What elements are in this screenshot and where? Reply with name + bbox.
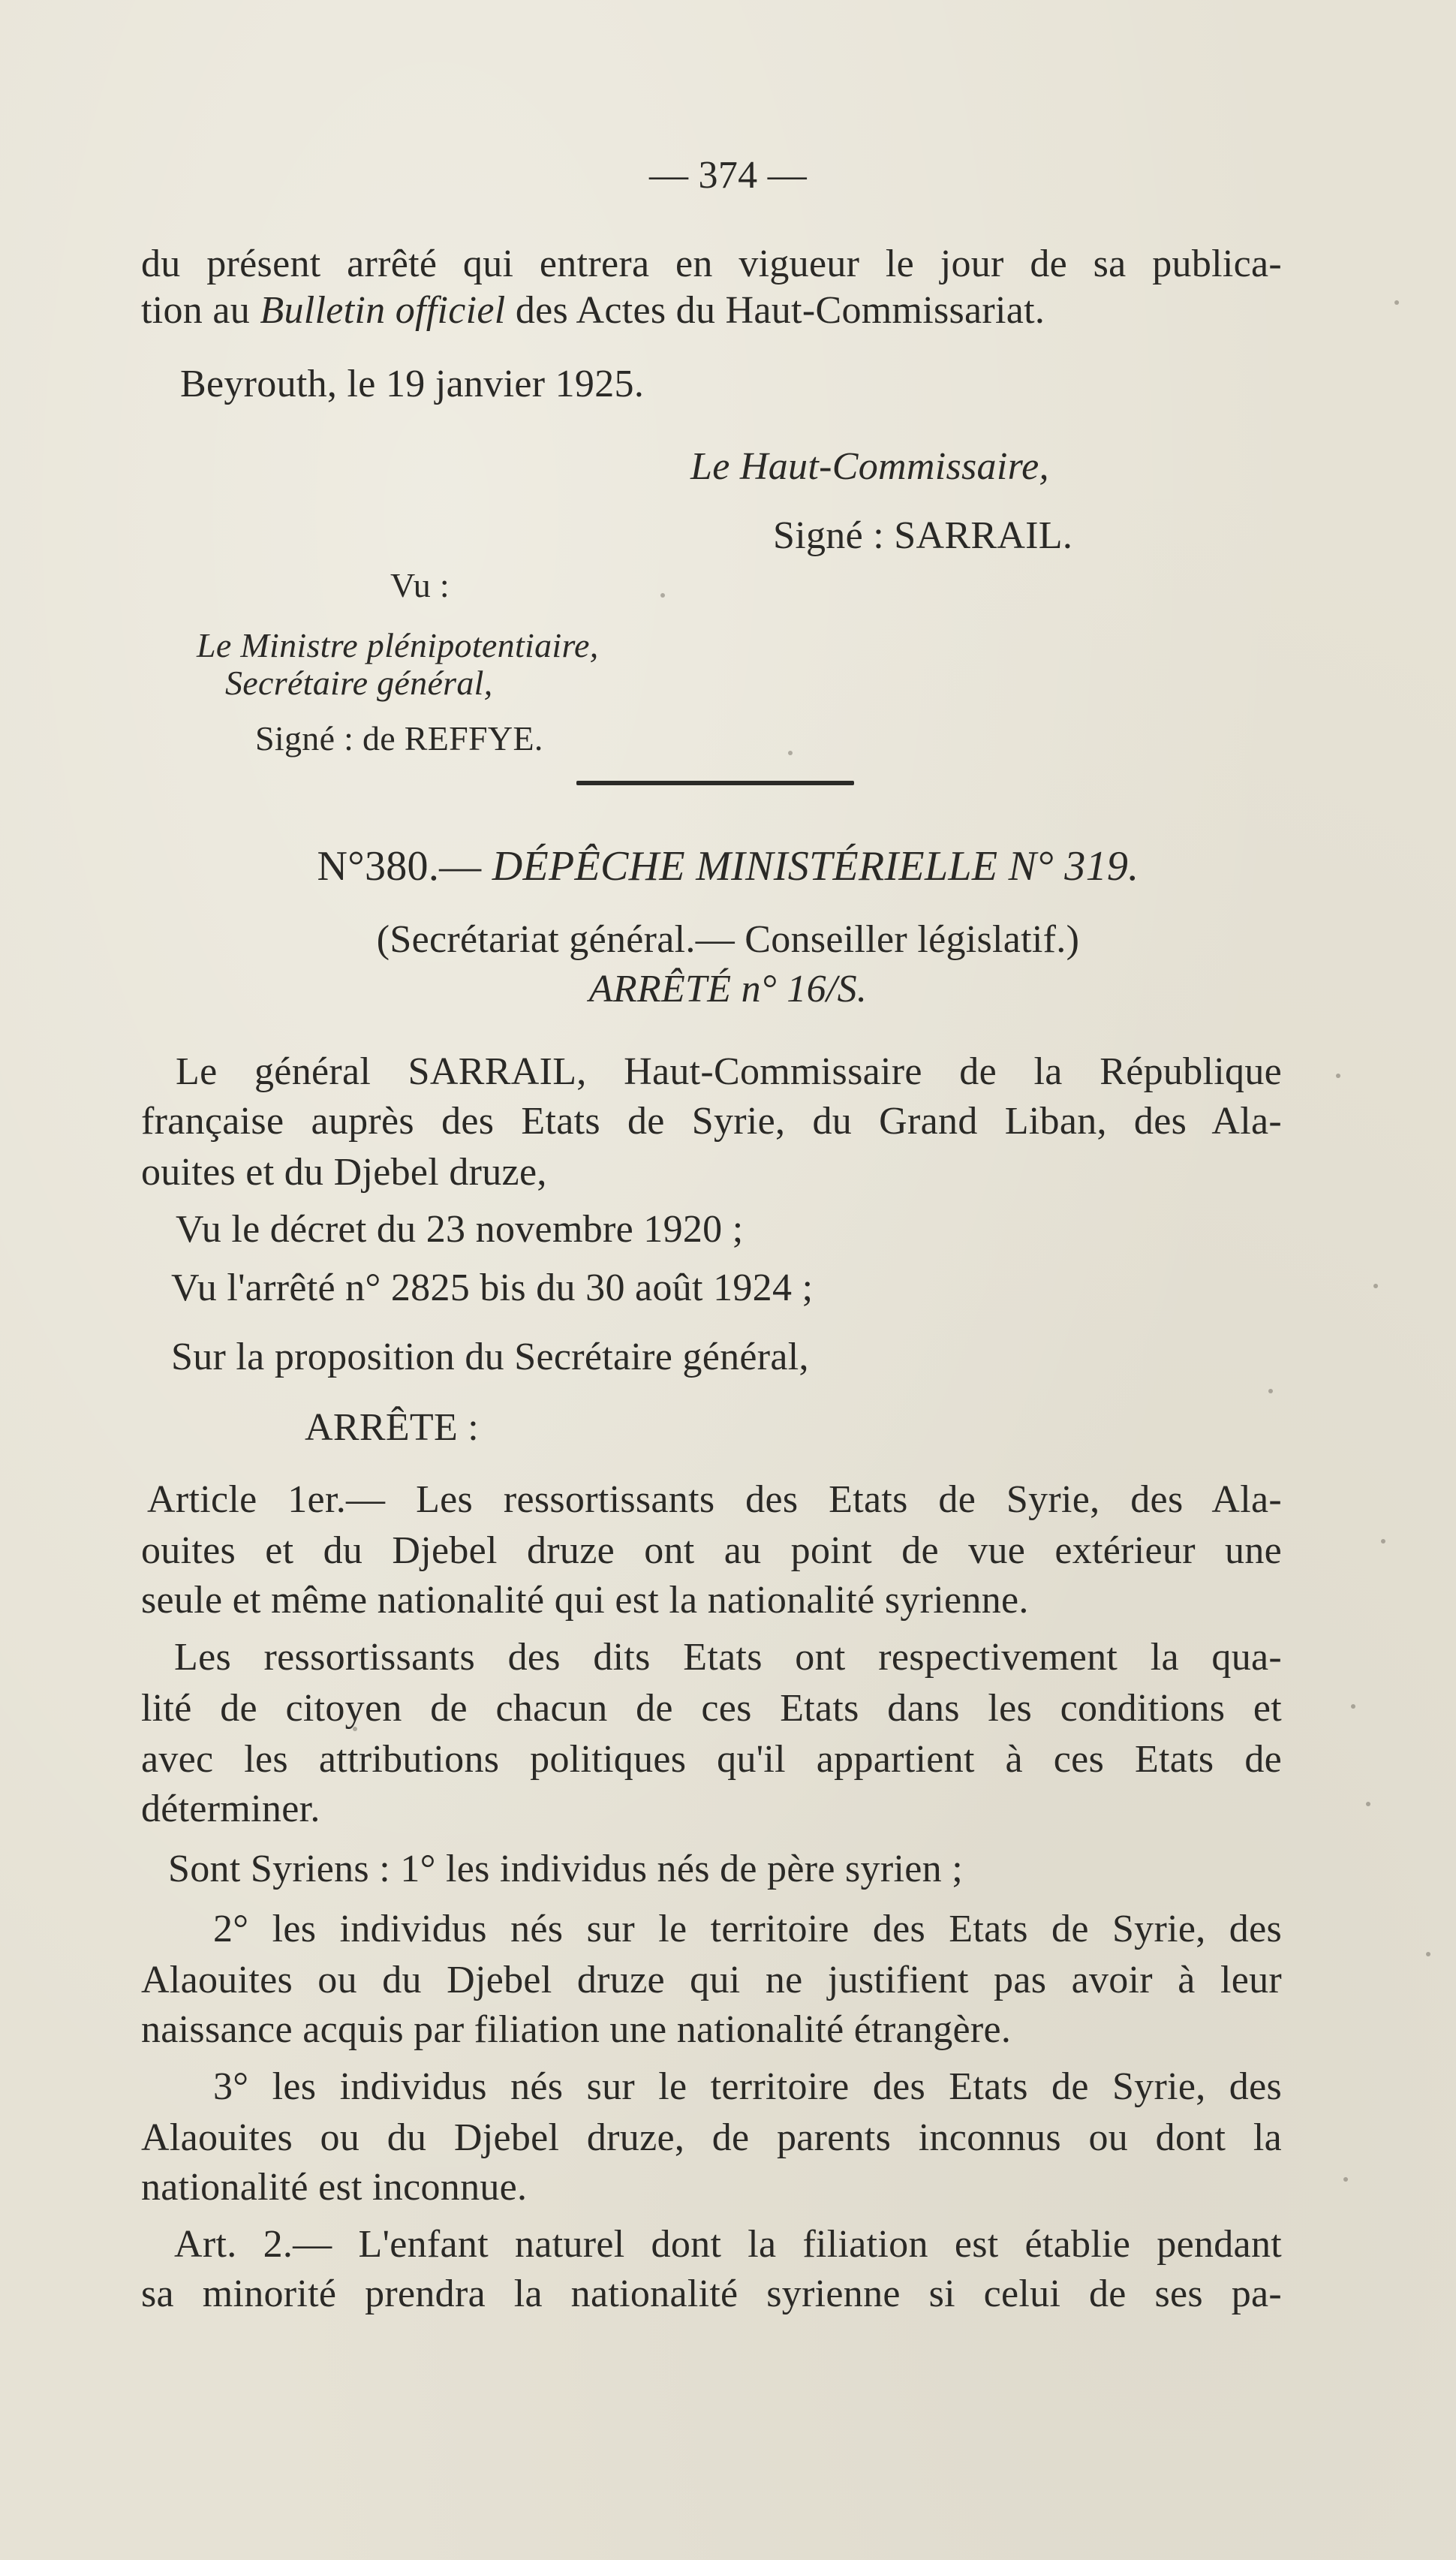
scan-speck: [353, 1727, 357, 1731]
scan-speck: [1394, 300, 1399, 305]
page-number: — 374 —: [648, 154, 808, 197]
section-heading: [0, 842, 1456, 890]
text-line: avec les attributions politiques qu'il appartient à ces Etats de: [141, 1738, 1282, 1781]
text-line: Art. 2.— L'enfant naturel dont la filiation est établie pendant: [174, 2223, 1282, 2266]
text-line: du présent arrêté qui entrera en vigueur le jour de sa publica-: [141, 242, 1282, 285]
text-fragment: des Actes du Haut-Commissariat.: [505, 289, 1045, 332]
text-line: Article 1er.— Les ressortissants des Etats de Syrie, des Ala-: [147, 1478, 1282, 1521]
scan-speck: [1351, 1704, 1355, 1709]
heading-title: DÉPÊCHE MINISTÉRIELLE N° 319.: [492, 843, 1139, 890]
bulletin-title: Bulletin officiel: [260, 289, 506, 332]
text-line: seule et même nationalité qui est la nationalité syrienne.: [141, 1579, 1029, 1622]
text-line: lité de citoyen de chacun de ces Etats dans les conditions et: [141, 1687, 1282, 1730]
minister-signature: Signé : de REFFYE.: [255, 719, 543, 757]
heading-number: N°380.—: [317, 843, 492, 890]
arrete-label: ARRÊTE :: [305, 1406, 480, 1449]
text-line: sa minorité prendra la nationalité syrienne si celui de ses pa-: [141, 2272, 1282, 2315]
scan-speck: [1343, 2177, 1348, 2182]
text-line: 3° les individus nés sur le territoire des Etats de Syrie, des: [213, 2065, 1282, 2108]
text-line: Vu le décret du 23 novembre 1920 ;: [176, 1208, 744, 1251]
date-line: Beyrouth, le 19 janvier 1925.: [180, 363, 645, 405]
text-line: déterminer.: [141, 1787, 320, 1830]
separator-rule: [576, 781, 854, 785]
text-line: [141, 287, 1045, 335]
text-line: Sur la proposition du Secrétaire général,: [171, 1336, 809, 1378]
text-line: ouites et du Djebel druze ont au point de vue extérieur une: [141, 1529, 1282, 1572]
scan-speck: [788, 751, 793, 755]
arrete-number: ARRÊTÉ n° 16/S.: [588, 968, 868, 1010]
scan-speck: [1426, 1952, 1430, 1956]
section-subheading: (Secrétariat général.— Conseiller législatif.): [376, 918, 1080, 961]
scan-speck: [1268, 1389, 1273, 1393]
scan-speck: [1336, 1074, 1340, 1078]
text-line: française auprès des Etats de Syrie, du Grand Liban, des Ala-: [141, 1100, 1282, 1143]
minister-role: Secrétaire général,: [225, 664, 493, 702]
text-line: ouites et du Djebel druze,: [141, 1151, 547, 1194]
text-fragment: tion au: [141, 289, 260, 332]
text-line: naissance acquis par filiation une nationalité étrangère.: [141, 2008, 1012, 2051]
vu-label: Vu :: [390, 566, 450, 604]
text-line: Les ressortissants des dits Etats ont respectivement la qua-: [174, 1636, 1282, 1679]
text-line: Le général SARRAIL, Haut-Commissaire de la République: [176, 1050, 1282, 1093]
text-line: 2° les individus nés sur le territoire des Etats de Syrie, des: [213, 1908, 1282, 1950]
text-line: Alaouites ou du Djebel druze, de parents inconnus ou dont la: [141, 2116, 1282, 2159]
scan-speck: [1366, 1802, 1370, 1806]
text-line: Alaouites ou du Djebel druze qui ne justifient pas avoir à leur: [141, 1959, 1282, 2001]
text-line: nationalité est inconnue.: [141, 2166, 528, 2209]
scan-speck: [1373, 1284, 1378, 1288]
signature-name: Signé : SARRAIL.: [773, 514, 1073, 557]
scan-speck: [1381, 1539, 1385, 1544]
text-line: Vu l'arrêté n° 2825 bis du 30 août 1924 ;: [171, 1266, 814, 1309]
text-line: Sont Syriens : 1° les individus nés de père syrien ;: [168, 1848, 963, 1890]
minister-title: Le Ministre plénipotentiaire,: [197, 626, 599, 664]
scan-speck: [660, 593, 665, 598]
signature-title: Le Haut-Commissaire,: [690, 445, 1049, 488]
